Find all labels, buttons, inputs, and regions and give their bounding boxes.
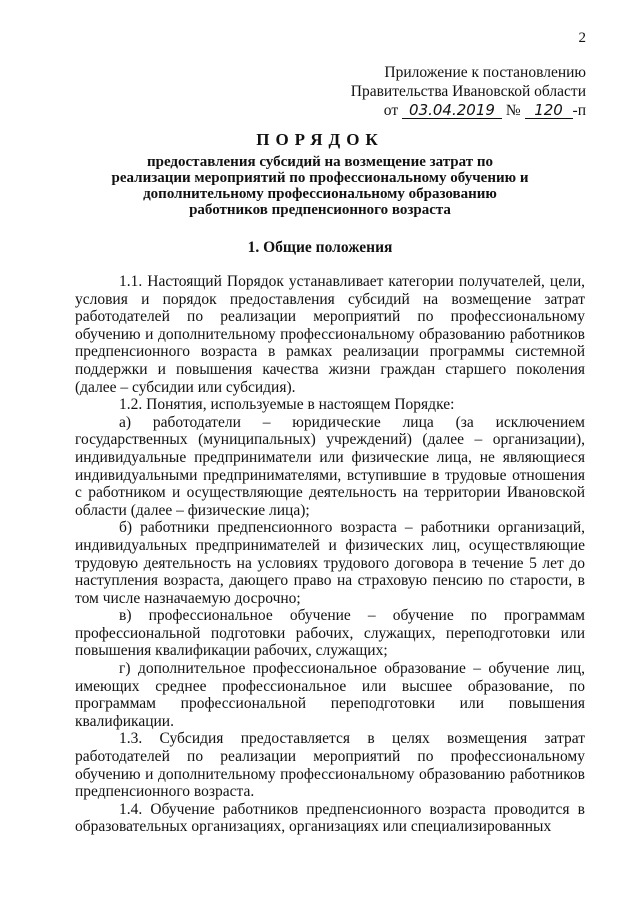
paragraph: г) дополнительное профессиональное образование – обучение лиц, имеющих среднее профессиональное или высшее образование, по программам профессиональной переподготовки или повышения квалификации. xyxy=(75,660,585,730)
paragraph: 1.2. Понятия, используемые в настоящем Порядке: xyxy=(119,396,455,414)
appendix-line-3 xyxy=(326,101,586,120)
body-text xyxy=(75,273,585,836)
section-heading: 1. Общие положения xyxy=(247,239,393,256)
number-suffix: -п xyxy=(572,102,586,119)
number-label: № xyxy=(505,102,521,119)
paragraph: 1.3. Субсидия предоставляется в целях возмещения затрат работодателей по реализации мероприятий по профессиональному обучению и дополнительному профессиональному образованию работников предпенсионного возраста. xyxy=(75,730,585,801)
handwritten-number: 120 xyxy=(525,102,573,119)
paragraph: в) профессиональное обучение – обучение по программам профессиональной подготовки рабочих, служащих, переподготовки или повышения квалификации рабочих, служащих; xyxy=(75,607,585,660)
paragraph: б) работники предпенсионного возраста – работники организаций, индивидуальных предпринимателей и физических лиц, осуществляющие трудовую деятельность на условиях трудового договора в течение 5 лет до наступления возраста, дающего право на страховую пенсию по старости, в том числе назначаемую досрочно; xyxy=(75,519,585,607)
appendix-block xyxy=(326,63,586,120)
page-number: 2 xyxy=(578,30,586,46)
paragraph: 1.1. Настоящий Порядок устанавливает категории получателей, цели, условия и порядок предоставления субсидий на возмещение затрат работодателей по реализации мероприятий по профессиональному обучению и дополнительному профессиональному образованию работников предпенсионного возраста в рамках реализации программы системной поддержки и повышения качества жизни граждан старшего поколения (далее – субсидии или субсидия). xyxy=(75,273,585,396)
appendix-line-1: Приложение к постановлению xyxy=(384,64,586,81)
document-subtitle: предоставления субсидий на возмещение затрат по реализации мероприятий по профессиональному обучению и дополнительному профессиональному образованию работников предпенсионного возраста xyxy=(111,154,529,218)
appendix-line-2: Правительства Ивановской области xyxy=(350,83,586,100)
paragraph: а) работодатели – юридические лица (за исключением государственных (муниципальных) учреждений) (далее – организации), индивидуальные предприниматели или физические лица, не являющиеся индивидуальными предпринимателями, вступившие в трудовые отношения с работником и осуществляющие деятельность на территории Ивановской области (далее – физические лица); xyxy=(75,413,585,519)
paragraph: 1.4. Обучение работников предпенсионного возраста проводится в образовательных организациях, организациях или специализированных xyxy=(75,800,585,836)
from-label: от xyxy=(383,102,399,119)
handwritten-date: 03.04.2019 xyxy=(402,102,502,119)
document-title: ПОРЯДОК xyxy=(256,130,384,149)
